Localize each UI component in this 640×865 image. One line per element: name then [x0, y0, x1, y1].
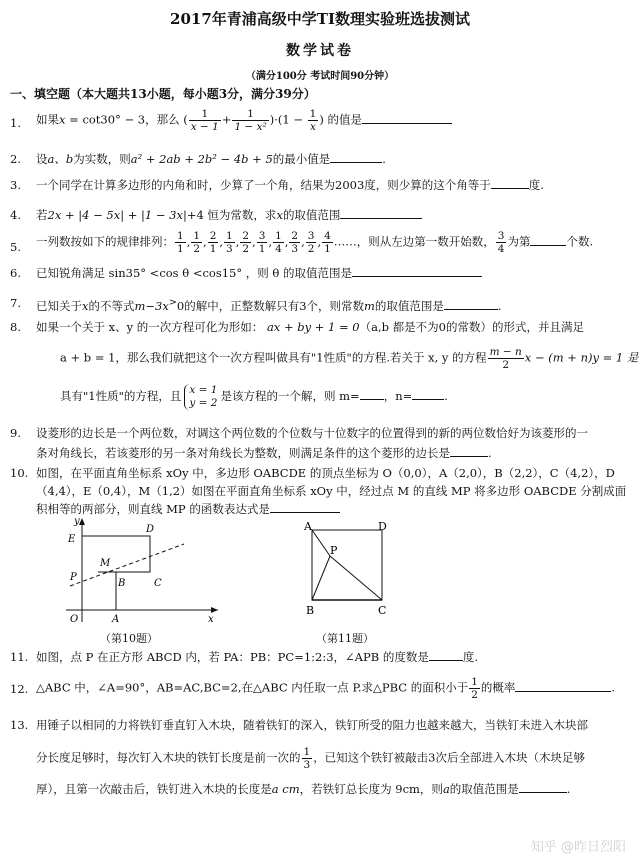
- label-c: C: [378, 604, 387, 617]
- answer-blank[interactable]: [340, 206, 422, 219]
- answer-blank[interactable]: [519, 780, 567, 793]
- label-d: D: [146, 524, 155, 535]
- y-axis-arrow: [79, 518, 85, 525]
- number-sequence: $\frac{1}{1}$ , $\frac{1}{2}$ , $\frac{2}{1}$ , $\frac{1}{3}$ , $\frac{2}{2}$ , $\frac{3}{1}$ , $\frac{1}{4}$ , $\frac{2}{3}$ , $\frac{3}{2}$ , $\frac{4}{1}$: [177, 230, 331, 255]
- answer-blank[interactable]: [444, 297, 498, 310]
- question-12: △ABC 中，∠A=90°，AB=AC,BC=2,在△ABC 内任取一点 P.求△PBC 的面积小于 $\frac{1}{2}$ 的概率 .: [36, 676, 616, 701]
- sequence-fraction: $\frac{1}{1}$: [177, 230, 184, 255]
- label-a: A: [304, 520, 312, 533]
- answer-blank[interactable]: [412, 387, 444, 400]
- question-8-line-2: a + b = 1，那么我们就把这个一次方程叫做具有"1性质"的方程.若关于 x, y 的方程 $\frac{m - n}{2}$ x − (m + n)y = 1 是: [60, 346, 639, 371]
- label-d: D: [378, 520, 387, 533]
- figure-10-coordinate-plot: [56, 514, 226, 626]
- label-b: B: [118, 578, 126, 589]
- question-10-line-3: 积相等的两部分，则直线 MP 的函数表达式是: [36, 500, 616, 518]
- question-number: 2.: [10, 152, 21, 166]
- fraction: $\frac{3}{4}$: [497, 230, 505, 255]
- polygon-oabcde: [82, 536, 150, 610]
- line-mp: [70, 544, 184, 586]
- fraction: $\frac{1}{3}$: [303, 746, 311, 771]
- answer-blank[interactable]: [515, 679, 611, 692]
- label-b: B: [306, 604, 315, 617]
- label-p: P: [330, 544, 338, 557]
- answer-blank[interactable]: [270, 500, 340, 513]
- segment-pa: [312, 530, 330, 556]
- fraction: $\frac{1}{x - 1}$: [190, 108, 219, 133]
- question-10-line-1: 如图，在平面直角坐标系 xOy 中，多边形 OABCDE 的顶点坐标为 O（0,0），A（2,0），B（2,2），C（4,2），D: [36, 466, 615, 480]
- sequence-fraction: $\frac{2}{1}$: [209, 230, 217, 255]
- question-1: 如果x = cot30° − 3，那么 ( $\frac{1}{x - 1}$ + $\frac{1}{\text{1 − x²}}$ )·(1 − $\frac{1}{x}$ ) 的值是: [36, 108, 616, 133]
- sequence-fraction: $\frac{1}{3}$: [226, 230, 233, 255]
- sequence-fraction: $\frac{2}{2}$: [242, 230, 250, 255]
- exam-note: （满分100分 考试时间90分钟）: [245, 71, 395, 82]
- question-number: 9.: [10, 426, 21, 440]
- question-number: 13.: [10, 718, 29, 732]
- sequence-fraction: $\frac{1}{2}$: [193, 230, 201, 255]
- question-number: 3.: [10, 178, 21, 192]
- exam-title: 2017年青浦高级中学TI数理实验班选拔测试: [170, 10, 470, 28]
- answer-blank[interactable]: [352, 264, 482, 277]
- label-c: C: [154, 578, 162, 589]
- label-m: M: [100, 558, 111, 569]
- question-10-line-2: （4,4），E（0,4），M（1,2）如图在平面直角坐标系 xOy 中，经过点 M 的直线 MP 将多边形 OABCDE 分割成面: [36, 484, 627, 498]
- question-number: 10.: [10, 466, 29, 480]
- question-2: 设a、b为实数，则a² + 2ab + 2b² − 4b + 5的最小值是 .: [36, 152, 386, 166]
- question-3: 一个同学在计算多边形的内角和时，少算了一个角，结果为2003度，则少算的这个角等于 度.: [36, 178, 544, 192]
- exam-subtitle: 数学试卷: [286, 43, 354, 59]
- question-number: 5.: [10, 240, 21, 254]
- section-heading: 一、填空题（本大题共13小题，每小题3分，满分39分）: [10, 87, 316, 101]
- sequence-fraction: $\frac{1}{4}$: [275, 230, 282, 255]
- fraction: $\frac{1}{\text{1 − x²}}$: [234, 108, 267, 133]
- segment-pb: [312, 556, 330, 600]
- question-13-line-1: 用锤子以相同的力将铁钉垂直钉入木块，随着铁钉的深入，铁钉所受的阻力也越来越大，当铁钉未进入木块部: [36, 718, 588, 732]
- question-8-line-3: 具有"1性质"的方程，且 x = 1 y = 2 是该方程的一个解，则 m= ，n= .: [60, 384, 448, 409]
- question-8-line-1: 如果一个关于 x、y 的一次方程可化为形如： ax + by + 1 = 0（a,b 都是不为0的常数）的形式，并且满足: [36, 320, 584, 334]
- fraction: $\frac{m - n}{2}$: [489, 346, 522, 371]
- question-9-line-2: 条对角线长，若该菱形的另一条对角线长为整数，则满足条件的这个菱形的边长是 .: [36, 446, 492, 460]
- watermark: 知乎 @昨日烈阳: [530, 840, 626, 855]
- label-a: A: [112, 614, 120, 625]
- question-number: 7.: [10, 296, 21, 310]
- x-axis-arrow: [211, 607, 218, 613]
- fraction: $\frac{1}{2}$: [471, 676, 478, 701]
- answer-blank[interactable]: [429, 648, 463, 661]
- question-4: 若2x + |4 − 5x| + |1 − 3x|+4 恒为常数，求x的取值范围: [36, 206, 616, 224]
- sequence-fraction: $\frac{4}{1}$: [324, 230, 331, 255]
- label-y: y: [74, 516, 80, 527]
- question-9-line-1: 设菱形的边长是一个两位数，对调这个两位数的个位数与十位数字的位置得到的新的两位数恰好为该菱形的一: [36, 426, 588, 440]
- segment-pc: [330, 556, 382, 600]
- sequence-fraction: $\frac{3}{1}$: [258, 230, 266, 255]
- question-number: 12.: [10, 682, 29, 696]
- fraction: $\frac{1}{x}$: [309, 108, 317, 133]
- label-p: P: [70, 572, 77, 583]
- sequence-fraction: $\frac{2}{3}$: [291, 230, 299, 255]
- square-abcd: [312, 530, 382, 600]
- question-number: 11.: [10, 650, 29, 664]
- answer-blank[interactable]: [450, 444, 488, 457]
- figure-11-square: [298, 520, 398, 620]
- question-6: 已知锐角满足 sin35° <cos θ <cos15° ，则 θ 的取值范围是: [36, 264, 616, 282]
- answer-blank[interactable]: [330, 150, 382, 163]
- answer-blank[interactable]: [491, 176, 529, 189]
- figure-10-caption: （第10题）: [100, 632, 158, 645]
- figure-11-caption: （第11题）: [316, 632, 374, 645]
- label-o: O: [70, 614, 79, 625]
- question-number: 8.: [10, 320, 21, 334]
- label-e: E: [68, 534, 76, 545]
- question-7: 已知关于x的不等式m−3x>0的解中，正整数解只有3个，则常数m的取值范围是 .: [36, 297, 502, 313]
- question-11: 如图，点 P 在正方形 ABCD 内，若 PA：PB：PC=1:2:3，∠APB 的度数是 度.: [36, 650, 478, 664]
- question-number: 4.: [10, 208, 21, 222]
- answer-blank[interactable]: [530, 233, 566, 246]
- question-5: 一列数按如下的规律排列： $\frac{1}{1}$ , $\frac{1}{2}$ , $\frac{2}{1}$ , $\frac{1}{3}$ , $\frac{2}{2}$ , $\frac{3}{1}$ , $\frac{1}{4}$ , $\frac{2}{3}$ , $\frac{3}{2}$ , $\frac{4}{1}$ ……，则从左边第一数开始数， $\frac{3}{4}$ 为第 个数.: [36, 230, 594, 255]
- label-x: x: [208, 614, 214, 625]
- sequence-fraction: $\frac{3}{2}$: [307, 230, 315, 255]
- question-13-line-3: 厚），且第一次敲击后，铁钉进入木块的长度是a cm，若铁钉总长度为 9cm，则a的取值范围是 .: [36, 782, 571, 796]
- question-number: 1.: [10, 116, 21, 130]
- question-number: 6.: [10, 266, 21, 280]
- question-13-line-2: 分长度足够时，每次钉入木块的铁钉长度是前一次的 $\frac{1}{3}$ ，已知这个铁钉被敲击3次后全部进入木块（木块足够: [36, 746, 586, 771]
- answer-blank[interactable]: [360, 387, 384, 400]
- equation-system: x = 1 y = 2: [184, 384, 217, 410]
- answer-blank[interactable]: [362, 111, 452, 124]
